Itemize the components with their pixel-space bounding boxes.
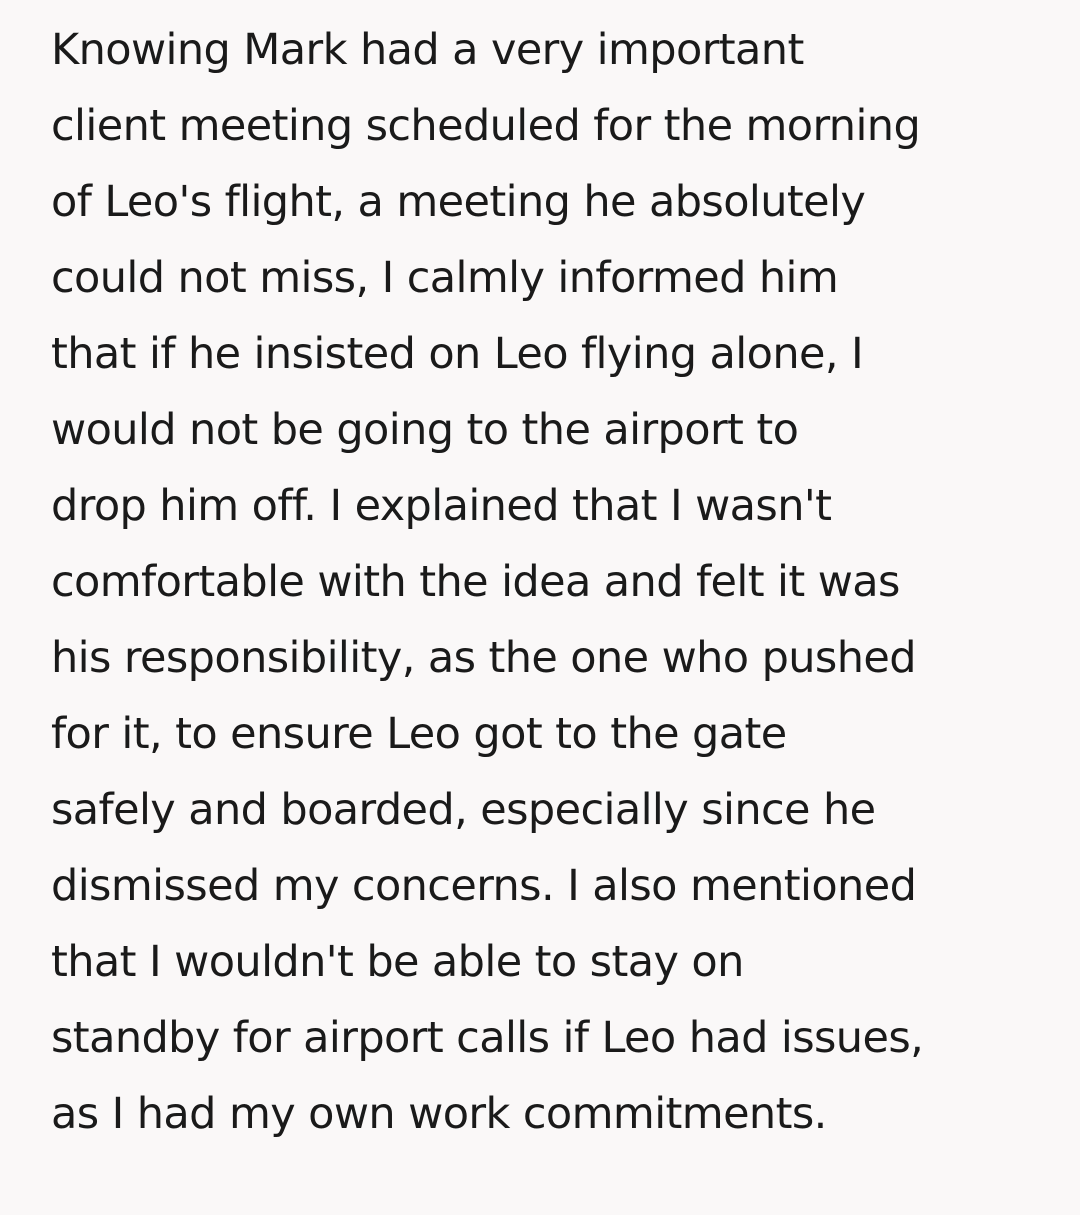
text-line: would not be going to the airport to: [51, 405, 799, 455]
text-line: Knowing Mark had a very important: [51, 25, 804, 75]
text-line: could not miss, I calmly informed him: [51, 253, 839, 303]
article-text: [51, 12, 1061, 1152]
text-line: for it, to ensure Leo got to the gate: [51, 709, 787, 759]
text-line: safely and boarded, especially since he: [51, 785, 876, 835]
text-line: standby for airport calls if Leo had issues,: [51, 1013, 924, 1063]
text-line: comfortable with the idea and felt it was: [51, 557, 900, 607]
text-line: as I had my own work commitments.: [51, 1089, 827, 1139]
text-line: drop him off. I explained that I wasn't: [51, 481, 832, 531]
text-line: dismissed my concerns. I also mentioned: [51, 861, 917, 911]
text-line: client meeting scheduled for the morning: [51, 101, 921, 151]
text-line: his responsibility, as the one who pushed: [51, 633, 916, 683]
text-line: that if he insisted on Leo flying alone, I: [51, 329, 864, 379]
text-line: of Leo's flight, a meeting he absolutely: [51, 177, 866, 227]
text-line: that I wouldn't be able to stay on: [51, 937, 744, 987]
